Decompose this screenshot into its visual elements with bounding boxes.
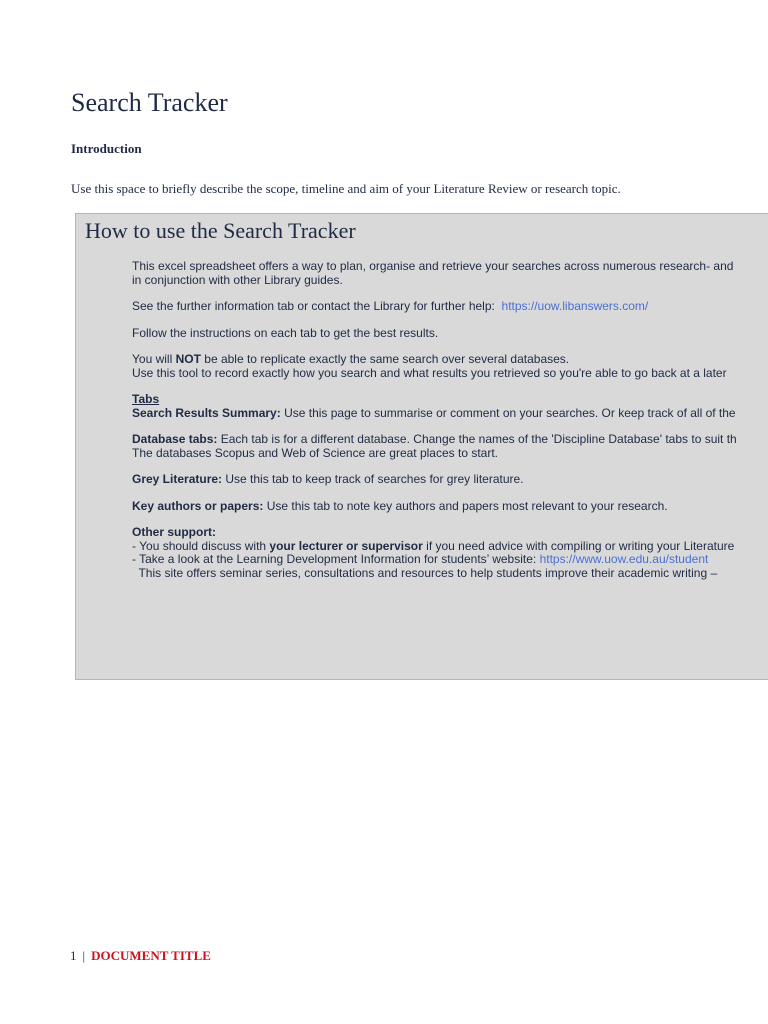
tabs-heading [132,393,768,407]
paragraph-help [132,300,768,314]
database-tabs-label: Database tabs: [132,432,218,446]
support-supervisor-line [132,540,768,554]
key-authors-label: Key authors or papers: [132,498,264,513]
support-learning-text: - Take a look at the Learning Development Information for students’ website: [132,552,540,566]
replicate-text-a: You will [132,352,176,366]
paragraph-replicate-line1 [132,353,768,367]
footer-document-title[interactable]: DOCUMENT TITLE [91,948,211,963]
replicate-text-not: NOT [175,352,201,366]
tabs-heading-label: Tabs [132,392,160,406]
help-text: See the further information tab or contact the Library for further help: [132,299,495,313]
introduction-heading: Introduction [71,141,142,156]
key-authors-text: Use this tab to note key authors and papers most relevant to your research. [263,498,668,513]
database-tabs-item [132,433,768,447]
grey-literature-text: Use this tab to keep track of searches for grey literature. [222,472,524,486]
paragraph-replicate-line2: Use this tool to record exactly how you search and what results you retrieved so you're able to go back at a later [132,365,727,380]
paragraph-instructions: Follow the instructions on each tab to get the best results. [132,325,439,340]
grey-literature-item [132,473,768,487]
grey-literature-label: Grey Literature: [132,472,223,486]
panel-body [132,260,768,580]
key-authors-item [132,500,768,514]
summary-tab-item [132,407,768,421]
paragraph-purpose-line1: This excel spreadsheet offers a way to plan, organise and retrieve your searches across numerous research- and [132,259,734,273]
page-footer [70,948,211,964]
footer-separator: | [82,948,86,963]
student-website-link[interactable]: https://www.uow.edu.au/student [539,552,709,566]
support-supervisor-text-c: if you need advice with compiling or writing your Literature [422,538,735,553]
replicate-text-c: be able to replicate exactly the same search over several databases. [200,352,570,366]
database-tabs-line2: The databases Scopus and Web of Science are great places to start. [132,445,498,460]
page-title: Search Tracker [71,88,228,117]
other-support-label: Other support: [132,525,216,539]
paragraph-purpose-line2: in conjunction with other Library guides. [132,272,343,287]
database-tabs-text: Each tab is for a different database. Change the names of the 'Discipline Database' tabs to suit th [217,432,737,446]
how-to-use-panel [75,213,768,680]
support-seminar-line: This site offers seminar series, consultations and resources to help students improve their academic writing – [132,565,718,580]
support-supervisor-text-a: - You should discuss with [132,538,270,553]
support-learning-line [132,553,768,567]
libanswers-link[interactable]: https://uow.libanswers.com/ [501,299,649,313]
panel-title: How to use the Search Tracker [85,218,356,243]
page-number: 1 [70,948,77,963]
other-support-heading [132,526,768,540]
summary-tab-label: Search Results Summary: [132,405,281,420]
support-supervisor-text-b: your lecturer or supervisor [269,538,423,553]
intro-text[interactable]: Use this space to briefly describe the scope, timeline and aim of your Literature Review or research topic. [71,181,621,196]
summary-tab-text: Use this page to summarise or comment on your searches. Or keep track of all of the [280,405,736,420]
